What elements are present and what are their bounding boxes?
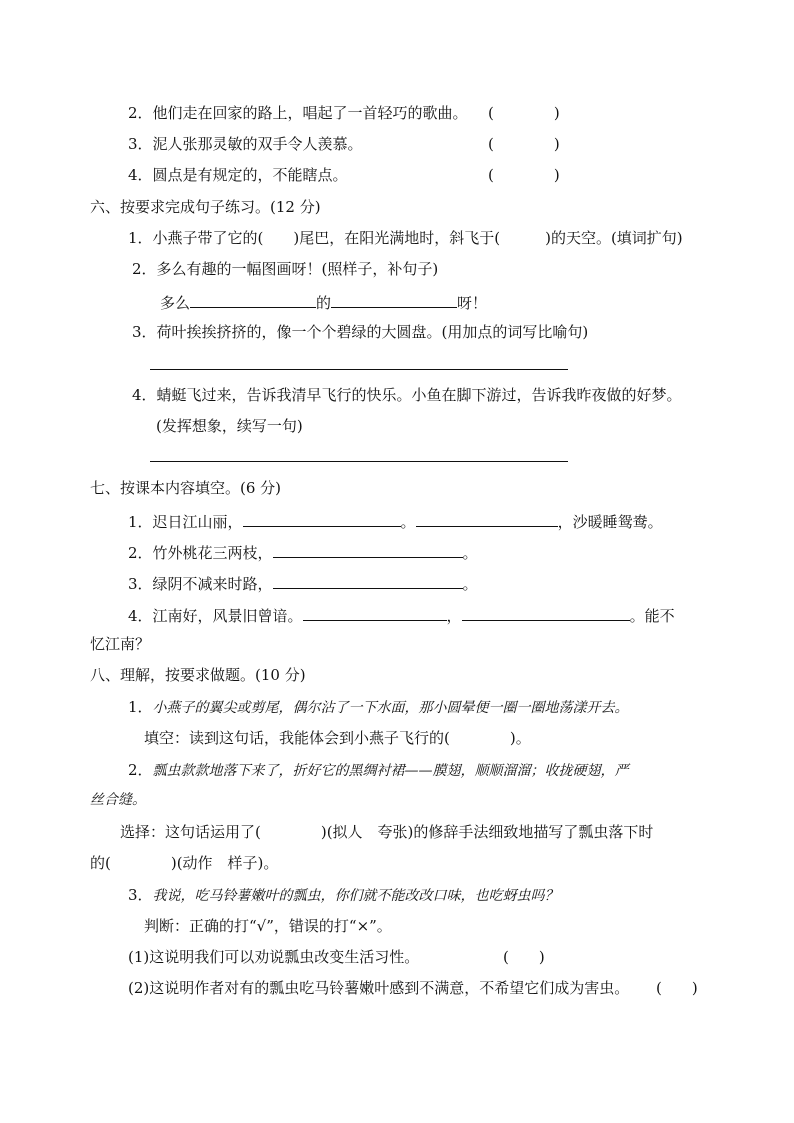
s5-item-4 — [128, 165, 348, 185]
punct: 。 — [462, 575, 478, 593]
s5-item-2 — [128, 103, 468, 123]
punct: 。 — [462, 544, 478, 562]
blank[interactable] — [273, 572, 463, 589]
item-text: 泥人张那灵敏的双手令人羡慕。 — [152, 135, 363, 153]
s5-paren-4[interactable]: ( ) — [488, 166, 560, 184]
poem-line: 3．绿阴不减来时路， — [128, 575, 273, 593]
punct: ， — [446, 607, 462, 625]
item-text: 他们走在回家的路上，唱起了一首轻巧的歌曲。 — [152, 104, 468, 122]
s7-q4-cont: 忆江南？ — [90, 635, 151, 653]
s7-q3 — [128, 572, 478, 594]
blank-1[interactable] — [243, 510, 401, 527]
blank[interactable] — [273, 541, 463, 558]
s8-q1 — [128, 697, 629, 718]
s5-paren-3[interactable]: ( ) — [488, 135, 560, 153]
section7-heading: 七、按课本内容填空。(6 分) — [90, 479, 282, 497]
s8-q2-cont: 丝合缝。 — [90, 792, 146, 808]
s6-q2-fill-row — [160, 291, 487, 313]
s8-q3-b: (2)这说明作者对有的瓢虫吃马铃薯嫩叶感到不满意，不希望它们成为害虫。 — [128, 979, 630, 997]
s5-item-3 — [128, 134, 363, 154]
fill-mid: 的 — [316, 294, 332, 312]
item-number: 3． — [128, 135, 153, 153]
poem-line-end: ，沙暖睡鸳鸯。 — [557, 513, 663, 531]
s6-q4-answer-line[interactable] — [150, 461, 568, 462]
blank-2[interactable] — [462, 604, 630, 621]
s6-q4-note: (发挥想象，续写一句) — [156, 417, 303, 435]
s8-q2 — [128, 760, 629, 781]
s7-q4 — [128, 604, 675, 626]
item-number: 3． — [128, 886, 153, 904]
s6-q3-answer-line[interactable] — [150, 369, 568, 370]
poem-line: 2．竹外桃花三两枝， — [128, 544, 273, 562]
s8-q3-judge: 判断：正确的打“√”，错误的打“×”。 — [144, 917, 392, 935]
item-number: 1． — [128, 698, 153, 716]
s5-paren-2[interactable]: ( ) — [488, 104, 560, 122]
s6-q2: 2．多么有趣的一幅图画呀！(照样子，补句子) — [132, 260, 439, 278]
blank-1[interactable] — [190, 291, 316, 308]
s6-q1: 1．小燕子带了它的( )尾巴，在阳光满地时，斜飞于( )的天空。(填词扩句) — [128, 229, 683, 247]
s8-q3-b-paren[interactable]: ( ) — [656, 979, 698, 997]
item-number: 4． — [128, 166, 153, 184]
section6-heading: 六、按要求完成句子练习。(12 分) — [90, 198, 321, 216]
s8-q1-fill: 填空：读到这句话，我能体会到小燕子飞行的( )。 — [144, 729, 531, 747]
quoted-passage: 我说，吃马铃薯嫩叶的瓢虫，你们就不能改改口味，也吃蚜虫吗？ — [152, 888, 559, 904]
s8-q3 — [128, 885, 559, 906]
s7-q1 — [128, 510, 663, 532]
quoted-passage: 小燕子的翼尖或剪尾，偶尔沾了一下水面，那小圆晕便一圈一圈地荡漾开去。 — [152, 700, 629, 716]
poem-line: 4．江南好，风景旧曾谙。 — [128, 607, 303, 625]
s8-q2-choice-cont: 的( )(动作 样子)。 — [90, 854, 279, 872]
fill-prefix: 多么 — [160, 294, 191, 312]
item-number: 2． — [128, 761, 153, 779]
item-number: 2． — [128, 104, 153, 122]
s8-q3-a: (1)这说明我们可以劝说瓢虫改变生活习性。 — [128, 948, 420, 966]
poem-line: 1．迟日江山丽， — [128, 513, 243, 531]
blank-2[interactable] — [331, 291, 457, 308]
s7-q2 — [128, 541, 478, 563]
blank-2[interactable] — [416, 510, 558, 527]
section8-heading: 八、理解，按要求做题。(10 分) — [90, 666, 306, 684]
s6-q4: 4．蜻蜓飞过来，告诉我清早飞行的快乐。小鱼在脚下游过，告诉我昨夜做的好梦。 — [132, 386, 682, 404]
fill-suffix: 呀！ — [457, 294, 488, 312]
item-text: 圆点是有规定的，不能瞎点。 — [152, 166, 348, 184]
punct: 。 — [400, 513, 416, 531]
s8-q2-choice: 选择：这句话运用了( )(拟人 夸张)的修辞手法细致地描写了瓢虫落下时 — [120, 823, 654, 841]
s6-q3: 3．荷叶挨挨挤挤的，像一个个碧绿的大圆盘。(用加点的词写比喻句) — [132, 323, 589, 341]
quoted-passage: 瓢虫款款地落下来了，折好它的黑绸衬裙——膜翅，顺顺溜溜；收拢硬翅，严 — [152, 763, 629, 779]
blank-1[interactable] — [303, 604, 447, 621]
s8-q3-a-paren[interactable]: ( ) — [503, 948, 545, 966]
poem-line-end: 。能不 — [629, 607, 675, 625]
